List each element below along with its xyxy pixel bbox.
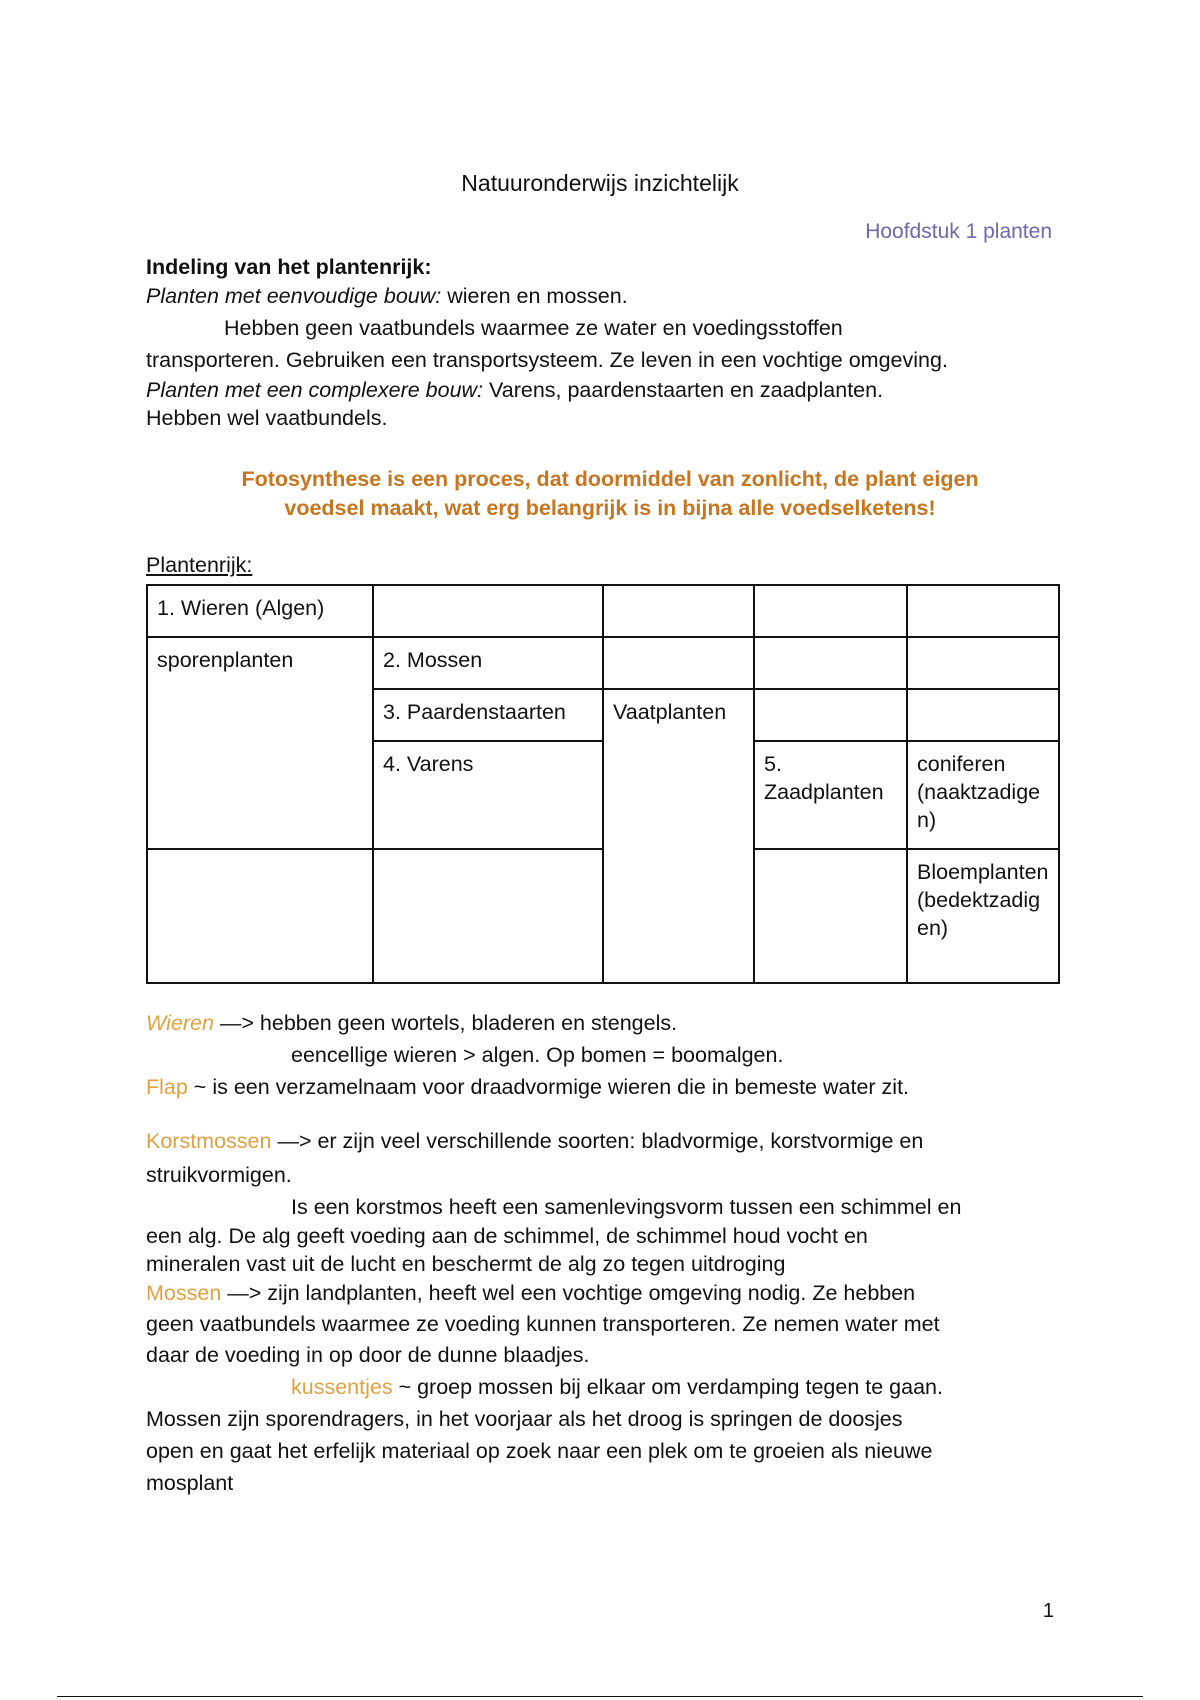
empty-cell	[754, 849, 907, 983]
mossen-line	[146, 1279, 915, 1308]
flap-text: ~ is een verzamelnaam voor draadvormige wieren die in bemeste water zit.	[187, 1075, 910, 1099]
mossen-text: —> zijn landplanten, heeft wel een vochtige omgeving nodig. Ze hebben	[221, 1281, 916, 1305]
cell-vaatplanten: Vaatplanten	[603, 689, 754, 983]
note-line-2: voedsel maakt, wat erg belangrijk is in bijna alle voedselketens!	[284, 496, 936, 520]
empty-cell	[754, 637, 907, 689]
empty-cell	[373, 585, 603, 637]
term-korstmossen: Korstmossen	[146, 1129, 272, 1153]
complex-build-text: Varens, paardenstaarten en zaadplanten.	[483, 378, 884, 402]
empty-cell	[603, 585, 754, 637]
wieren-line	[146, 1009, 677, 1038]
term-wieren: Wieren	[146, 1011, 214, 1035]
table-row	[147, 637, 1059, 689]
term-kussentjes: kussentjes	[291, 1375, 393, 1399]
flap-line	[146, 1073, 909, 1102]
korstmossen-line	[146, 1127, 923, 1156]
table-caption: Plantenrijk:	[146, 553, 253, 577]
korstmossen-line-3: Is een korstmos heeft een samenlevingsvorm tussen een schimmel en	[291, 1195, 962, 1219]
empty-cell	[907, 585, 1059, 637]
empty-cell	[754, 689, 907, 741]
cell-wieren: 1. Wieren (Algen)	[147, 585, 373, 637]
cell-coniferen: coniferen (naaktzadigen)	[907, 741, 1059, 849]
empty-cell	[147, 849, 373, 983]
korstmossen-text: —> er zijn veel verschillende soorten: bladvormige, korstvormige en	[271, 1129, 924, 1153]
photosynthesis-note	[180, 465, 1040, 523]
term-flap: Flap	[146, 1075, 188, 1099]
korstmossen-line-4: een alg. De alg geeft voeding aan de schimmel, de schimmel houd vocht en	[146, 1224, 868, 1248]
mossen-line-3: daar de voeding in op door de dunne blaadjes.	[146, 1343, 590, 1367]
intro-line-2: Hebben geen vaatbundels waarmee ze water en voedingsstoffen	[224, 316, 843, 340]
mossen-line-2: geen vaatbundels waarmee ze voeding kunnen transporteren. Ze nemen water met	[146, 1312, 940, 1336]
korstmossen-line-2: struikvormigen.	[146, 1163, 292, 1187]
spore-line-3: mosplant	[146, 1471, 234, 1495]
complex-build-label: Planten met een complexere bouw:	[146, 378, 484, 402]
spore-line-1: Mossen zijn sporendragers, in het voorjaar als het droog is springen de doosjes	[146, 1407, 903, 1431]
note-line-1: Fotosynthese is een proces, dat doormiddel van zonlicht, de plant eigen	[241, 467, 979, 491]
kussentjes-text: ~ groep mossen bij elkaar om verdamping tegen te gaan.	[392, 1375, 943, 1399]
cell-varens: 4. Varens	[373, 741, 603, 849]
intro-line-1	[146, 282, 628, 311]
section-heading: Indeling van het plantenrijk:	[146, 255, 432, 279]
empty-cell	[373, 849, 603, 983]
table-row	[147, 585, 1059, 637]
intro-line-3: transporteren. Gebruiken een transportsysteem. Ze leven in een vochtige omgeving.	[146, 348, 948, 372]
korstmossen-line-5: mineralen vast uit de lucht en beschermt de alg zo tegen uitdroging	[146, 1252, 786, 1276]
empty-cell	[603, 637, 754, 689]
cell-sporenplanten: sporenplanten	[147, 637, 373, 849]
simple-build-label: Planten met eenvoudige bouw:	[146, 284, 442, 308]
empty-cell	[754, 585, 907, 637]
intro-line-5: Hebben wel vaatbundels.	[146, 406, 388, 430]
footer-divider	[57, 1696, 1143, 1697]
chapter-subtitle: Hoofdstuk 1 planten	[865, 220, 1052, 243]
intro-line-4	[146, 376, 883, 405]
cell-mossen: 2. Mossen	[373, 637, 603, 689]
cell-bloemplanten: Bloemplanten (bedektzadigen)	[907, 849, 1059, 983]
plant-kingdom-table	[146, 584, 1060, 984]
wieren-text: —> hebben geen wortels, bladeren en stengels.	[213, 1011, 678, 1035]
term-mossen: Mossen	[146, 1281, 222, 1305]
page-number: 1	[1042, 1600, 1054, 1622]
kussentjes-line	[291, 1373, 943, 1402]
document-title: Natuuronderwijs inzichtelijk	[461, 170, 739, 196]
spore-line-2: open en gaat het erfelijk materiaal op zoek naar een plek om te groeien als nieuwe	[146, 1439, 933, 1463]
empty-cell	[907, 637, 1059, 689]
wieren-line-2: eencellige wieren > algen. Op bomen = boomalgen.	[291, 1043, 784, 1067]
empty-cell	[907, 689, 1059, 741]
cell-zaadplanten: 5. Zaadplanten	[754, 741, 907, 849]
simple-build-text: wieren en mossen.	[441, 284, 628, 308]
cell-paardenstaarten: 3. Paardenstaarten	[373, 689, 603, 741]
